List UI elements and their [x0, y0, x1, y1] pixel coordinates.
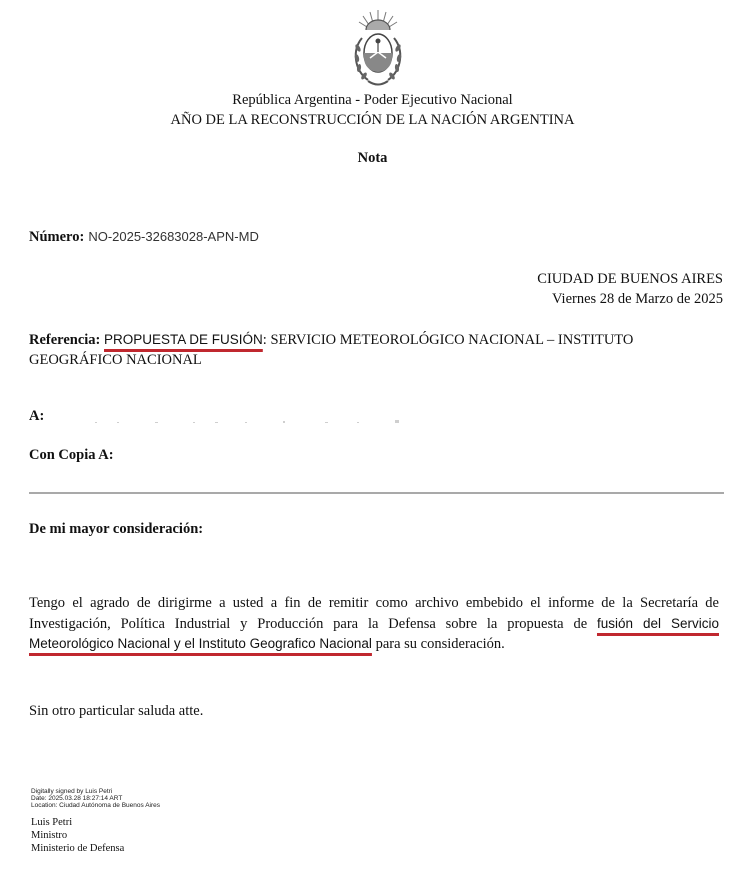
greeting: De mi mayor consideración: — [29, 521, 204, 537]
city: CIUDAD DE BUENOS AIRES — [537, 271, 723, 287]
reference-label: Referencia: — [29, 332, 101, 348]
signer-title: Ministro — [31, 830, 68, 841]
redacted-recipient — [95, 420, 415, 426]
signature-signed-by: Digitally signed by Luis Petri — [31, 788, 113, 795]
closing-line: Sin otro particular saluda atte. — [29, 703, 204, 719]
body-text-part1: Tengo el agrado de dirigirme a usted a fin de remitir como archivo embebido el informe de la Secretaría de Investigación, Política Industrial y Producción para la Defensa sobre la propuesta de — [29, 595, 719, 632]
body-highlight: fusión del Servicio Meteorológico Nacional y el Instituto Geografico Nacional — [29, 615, 719, 651]
body-text-part2: para su consideración. — [371, 636, 505, 652]
signature-date: Date: 2025.03.28 18:27:14 ART — [31, 795, 123, 802]
argentina-coat-of-arms-icon — [350, 8, 406, 92]
document-number-value: NO-2025-32683028-APN-MD — [88, 229, 259, 244]
document-type-title: Nota — [357, 150, 388, 166]
reference-rest-line2: GEOGRÁFICO NACIONAL — [29, 352, 202, 368]
document-number-label: Número: — [29, 229, 85, 245]
body-paragraph — [29, 594, 719, 655]
reference — [29, 330, 709, 370]
reference-rest-line1: : SERVICIO METEOROLÓGICO NACIONAL – INSTITUTO — [262, 332, 634, 348]
signer-name: Luis Petri — [31, 817, 73, 828]
divider — [29, 492, 724, 494]
recipient-label: A: — [29, 408, 45, 424]
reference-highlight: PROPUESTA DE FUSIÓN — [104, 332, 263, 347]
signer-organization: Ministerio de Defensa — [31, 843, 125, 854]
header-line-republica: República Argentina - Poder Ejecutivo Nacional — [232, 92, 513, 108]
document-date: Viernes 28 de Marzo de 2025 — [551, 291, 723, 307]
cc-label: Con Copia A: — [29, 447, 114, 463]
document-number — [29, 229, 259, 246]
signature-location: Location: Ciudad Autónoma de Buenos Aires — [31, 802, 161, 809]
header-line-anio: AÑO DE LA RECONSTRUCCIÓN DE LA NACIÓN ARGENTINA — [170, 112, 575, 128]
digital-signature-block — [31, 788, 160, 809]
